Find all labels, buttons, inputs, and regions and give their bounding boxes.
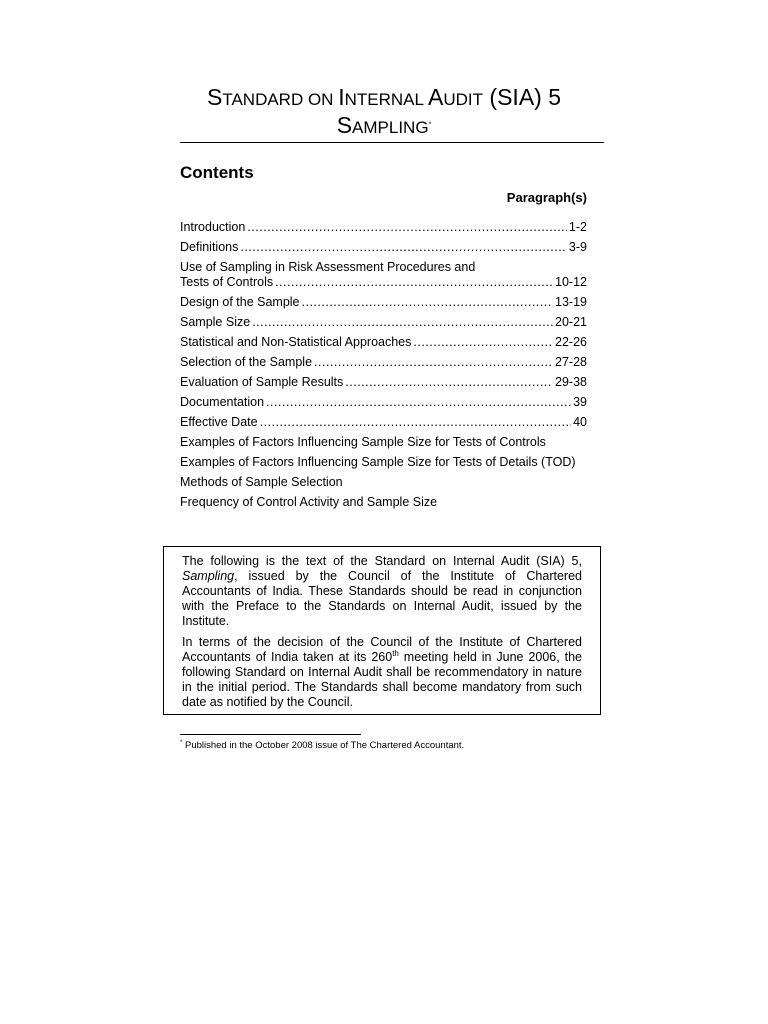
- leader-dots: [252, 315, 553, 330]
- preface-text: meeting held in June 2006, the following Standard on Internal Audit shall be recommendatory in nature in the initial period. The Standards shall become mandatory from such date as notified by the Council.: [182, 650, 582, 709]
- preface-box: [163, 546, 601, 715]
- toc-entry-label: Design of the Sample: [180, 295, 300, 309]
- toc-entry-selection-of-sample[interactable]: [180, 355, 587, 370]
- footnote-divider: [180, 734, 361, 735]
- toc-entry-design-of-sample[interactable]: [180, 295, 587, 310]
- leader-dots: [413, 335, 553, 350]
- paragraphs-column-heading: Paragraph(s): [506, 190, 587, 205]
- toc-entry-label: Selection of the Sample: [180, 355, 313, 369]
- toc-entry-label: Evaluation of Sample Results: [180, 375, 344, 389]
- toc-entry-definitions[interactable]: [180, 240, 587, 255]
- toc-entry-label: Effective Date: [180, 415, 258, 429]
- toc-entry-paragraphs: 27-28: [555, 355, 587, 369]
- toc-entry-paragraphs: 20-21: [555, 315, 587, 329]
- toc-entry-paragraphs: 13-19: [555, 295, 587, 309]
- toc-appendix-tests-of-details[interactable]: [180, 455, 587, 470]
- preface-text: In terms of the decision of the Council of the Institute of Chartered Accountants of India taken at its 260: [182, 635, 582, 664]
- preface-italic-title: Sampling: [182, 569, 235, 583]
- title-initial-i: I: [338, 84, 345, 110]
- toc-entry-paragraphs: 3-9: [568, 240, 587, 254]
- toc-entry-label: Sample Size: [180, 315, 251, 329]
- footnote-mark: *: [180, 740, 183, 746]
- footnote-marker: *: [428, 121, 432, 129]
- toc-appendix-label: Methods of Sample Selection: [180, 475, 343, 489]
- toc-entry-paragraphs: 1-2: [568, 220, 587, 234]
- toc-entry-label: Definitions: [180, 240, 239, 254]
- leader-dots: [314, 355, 553, 370]
- document-subtitle: [0, 112, 768, 139]
- preface-text: The following is the text of the Standard on Internal Audit (SIA) 5,: [182, 554, 582, 568]
- toc-appendix-label: Frequency of Control Activity and Sample Size: [180, 495, 438, 509]
- toc-entry-paragraphs: 22-26: [555, 335, 587, 349]
- toc-entry-label: Documentation: [180, 395, 265, 409]
- toc-entry-label: Statistical and Non-Statistical Approaches: [180, 335, 412, 349]
- subtitle-part-ampling: AMPLING: [352, 118, 429, 137]
- toc-entry-evaluation[interactable]: [180, 375, 587, 390]
- leader-dots: [240, 240, 567, 255]
- preface-text: , issued by the Council of the Institute of Chartered Accountants of India. These Standards should be read in conjunction with the Preface to the Standards on Internal Audit, issued by the Institute.: [182, 569, 582, 628]
- leader-dots: [302, 295, 554, 310]
- toc-appendix-frequency[interactable]: [180, 495, 587, 510]
- title-initial-s: S: [206, 84, 223, 110]
- title-suffix: (SIA) 5: [483, 84, 562, 110]
- preface-paragraph-2: [182, 635, 582, 710]
- toc-entry-sample-size[interactable]: [180, 315, 587, 330]
- contents-heading: Contents: [180, 163, 254, 182]
- leader-dots: [266, 395, 571, 410]
- document-title: [0, 84, 768, 111]
- title-part-tandard: TANDARD ON: [222, 90, 339, 109]
- title-part-nternal: NTERNAL: [344, 90, 429, 109]
- table-of-contents: [180, 220, 587, 515]
- leader-dots: [260, 415, 572, 430]
- title-part-udit: UDIT: [443, 90, 484, 109]
- toc-entry-paragraphs: 10-12: [555, 275, 587, 289]
- toc-entry-use-of-sampling[interactable]: [180, 260, 587, 290]
- footnote-text: Published in the October 2008 issue of The Chartered Accountant.: [182, 740, 465, 752]
- toc-appendix-tests-of-controls[interactable]: [180, 435, 587, 450]
- toc-entry-label: Introduction: [180, 220, 246, 234]
- ordinal-suffix: th: [392, 648, 399, 658]
- leader-dots: [345, 375, 553, 390]
- toc-entry-paragraphs: 29-38: [555, 375, 587, 389]
- footnote: [180, 740, 464, 751]
- subtitle-initial-s: S: [336, 112, 353, 138]
- toc-appendix-label: Examples of Factors Influencing Sample Size for Tests of Controls: [180, 435, 546, 449]
- leader-dots: [247, 220, 567, 235]
- title-initial-a: A: [428, 84, 444, 110]
- toc-entry-documentation[interactable]: [180, 395, 587, 410]
- toc-entry-effective-date[interactable]: [180, 415, 587, 430]
- toc-appendix-selection-methods[interactable]: [180, 475, 587, 490]
- toc-entry-label-line1: Use of Sampling in Risk Assessment Procedures and: [180, 260, 476, 274]
- toc-entry-introduction[interactable]: [180, 220, 587, 235]
- preface-paragraph-1: [182, 554, 582, 629]
- toc-entry-paragraphs: 40: [573, 415, 587, 429]
- leader-dots: [275, 275, 553, 290]
- toc-entry-label: Tests of Controls: [180, 275, 274, 289]
- toc-entry-statistical-approaches[interactable]: [180, 335, 587, 350]
- title-divider: [180, 142, 604, 143]
- toc-entry-paragraphs: 39: [573, 395, 587, 409]
- toc-appendix-label: Examples of Factors Influencing Sample Size for Tests of Details (TOD): [180, 455, 576, 469]
